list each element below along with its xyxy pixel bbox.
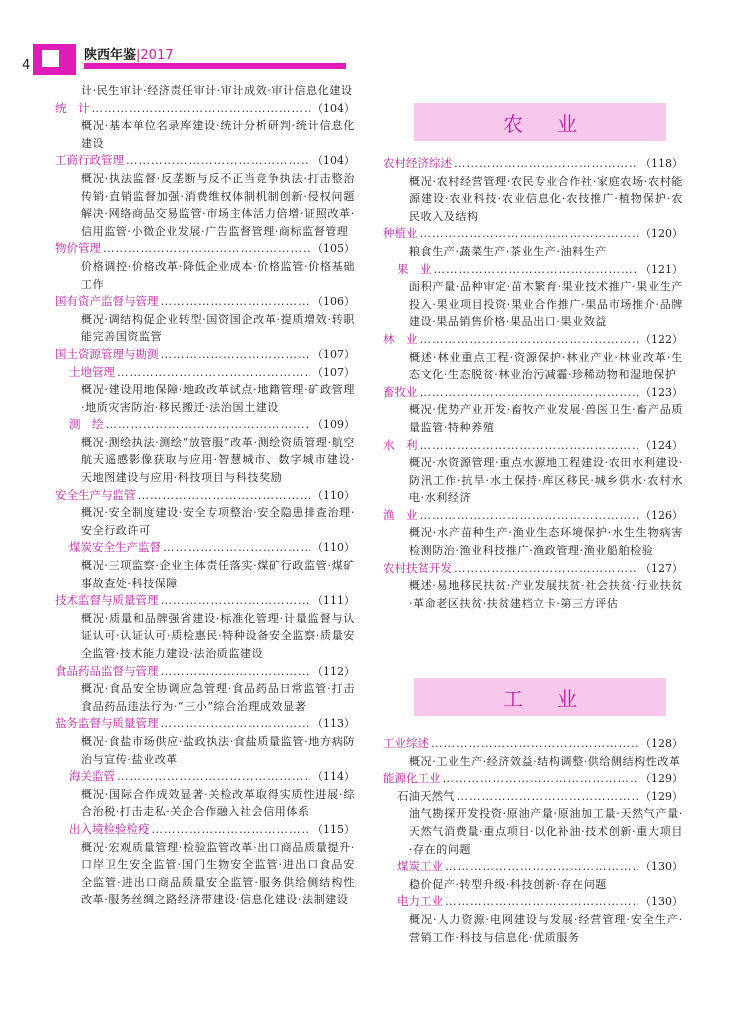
toc-heading[interactable] bbox=[55, 663, 355, 681]
toc-heading[interactable] bbox=[55, 592, 355, 610]
toc-page-number: （129） bbox=[640, 772, 683, 786]
toc-heading[interactable] bbox=[55, 768, 355, 786]
leader-dots bbox=[443, 770, 639, 788]
page-number: 4 bbox=[22, 58, 31, 73]
toc-entry-topics: 概况·三项监察·企业主体责任落实·煤矿行政监管·煤矿事故查处·科技保障 bbox=[81, 559, 355, 590]
toc-heading[interactable] bbox=[383, 507, 683, 525]
toc-entry bbox=[383, 261, 683, 331]
toc-heading-label: 煤炭安全生产监督 bbox=[69, 540, 161, 555]
toc-heading-label: 物价管理 bbox=[55, 241, 101, 256]
toc-heading[interactable] bbox=[55, 487, 355, 505]
leader-dots bbox=[420, 384, 639, 402]
toc-entry-topics: 计·民生审计·经济责任审计·审计成效·审计信息化建设 bbox=[81, 84, 353, 97]
leader-dots bbox=[126, 152, 310, 170]
toc-page-number: （120） bbox=[640, 227, 683, 241]
leader-dots bbox=[420, 225, 639, 243]
toc-heading-label: 水 利 bbox=[383, 437, 418, 452]
toc-heading-label: 土地管理 bbox=[69, 364, 115, 379]
leader-dots bbox=[161, 715, 311, 733]
toc-entry bbox=[55, 768, 355, 821]
header-book-title: 陕西年鉴 bbox=[84, 48, 137, 63]
leader-dots bbox=[457, 788, 639, 806]
leader-dots bbox=[161, 592, 311, 610]
toc-entry-topics: 概况·优势产业开发·畜牧产业发展·兽医卫生·畜产品质量监管·特种养殖 bbox=[409, 403, 683, 434]
toc-entry bbox=[383, 331, 683, 384]
toc-heading-label: 煤炭工业 bbox=[397, 859, 443, 874]
toc-entry-topics: 概况·质量和品牌强省建设·标准化管理·计量监督与认证认可·认证认可·质检惠民·特种设备安全监察·质量安全监管·技术能力建设·法治质监建设 bbox=[81, 611, 355, 660]
toc-page-number: （104） bbox=[312, 154, 355, 168]
toc-entry bbox=[383, 560, 683, 613]
toc-entry-topics: 概况·人力资源·电网建设与发展·经营管理·安全生产·营销工作·科技与信息化·优质服务 bbox=[409, 912, 683, 944]
toc-heading[interactable] bbox=[55, 240, 355, 258]
toc-entry-topics: 概况·建设用地保障·地政改革试点·地籍管理·矿政管理·地质灾害防治·移民搬迁·法治国土建设 bbox=[81, 383, 355, 414]
leader-dots bbox=[138, 487, 311, 505]
toc-page-number: （130） bbox=[640, 860, 683, 874]
toc-entry bbox=[383, 384, 683, 437]
toc-heading-label: 测 绘 bbox=[69, 417, 104, 432]
toc-heading-label: 安全生产与监管 bbox=[55, 487, 136, 502]
leader-dots bbox=[152, 821, 311, 839]
toc-entry bbox=[55, 152, 355, 240]
toc-page-number: （129） bbox=[640, 789, 683, 803]
toc-heading-label: 电力工业 bbox=[397, 894, 443, 909]
toc-page-number: （112） bbox=[312, 664, 355, 678]
header-year-value: 2017 bbox=[140, 48, 174, 63]
leader-dots bbox=[434, 261, 639, 279]
toc-heading-label: 种植业 bbox=[383, 226, 418, 241]
leader-dots bbox=[454, 155, 638, 173]
toc-page-number: （123） bbox=[640, 385, 683, 399]
toc-heading-label: 盐务监督与质量管理 bbox=[55, 716, 159, 731]
leader-dots bbox=[420, 331, 639, 349]
toc-entry bbox=[383, 893, 683, 946]
toc-heading[interactable] bbox=[383, 788, 683, 806]
toc-heading-label: 石油天然气 bbox=[397, 788, 455, 803]
toc-page-number: （126） bbox=[640, 508, 683, 522]
toc-entry-topics: 面积产量·品种审定·苗木繁育·果业技术推广·果业生产投入·果业项目投资·果业合作推广·果品市场推介·品牌建设·果品销售价格·果品出口·果业效益 bbox=[409, 280, 683, 329]
leader-dots bbox=[163, 539, 310, 557]
leader-dots bbox=[117, 768, 310, 786]
toc-page-number: （111） bbox=[312, 594, 355, 608]
toc-heading-label: 国有资产监督与管理 bbox=[55, 294, 159, 309]
toc-heading-label: 食品药品监督与管理 bbox=[55, 663, 159, 678]
header-year: |2017 bbox=[136, 48, 174, 63]
toc-entry bbox=[55, 240, 355, 293]
toc-entry bbox=[55, 346, 355, 364]
toc-entry-topics: 概况·国际合作成效显著·关检改革取得实质性进展·综合治税·打击走私·关企合作融入社会信用体系 bbox=[81, 787, 355, 819]
header-logo-box bbox=[33, 44, 76, 75]
toc-entry-topics: 概况·食盐市场供应·盐政执法·食盐质量监管·地方病防治与宣传·盐业改革 bbox=[81, 734, 355, 766]
toc-heading-label: 农村经济综述 bbox=[383, 156, 452, 170]
toc-entry bbox=[55, 487, 355, 540]
toc-entry bbox=[55, 821, 355, 909]
leader-dots bbox=[431, 735, 638, 753]
toc-entry-topics: 概述·易地移民扶贫·产业发展扶贫·社会扶贫·行业扶贫·革命老区扶贫·扶贫建档立卡·第三方评估 bbox=[409, 579, 683, 610]
header-title bbox=[84, 44, 174, 63]
toc-heading[interactable] bbox=[55, 293, 355, 311]
leader-dots bbox=[445, 893, 638, 911]
toc-entry bbox=[383, 225, 683, 260]
toc-heading-label: 渔 业 bbox=[383, 507, 418, 522]
agriculture-column bbox=[383, 155, 683, 612]
section-title-industry bbox=[414, 678, 666, 716]
leader-dots bbox=[420, 437, 639, 455]
toc-page-number: （124） bbox=[640, 438, 683, 452]
toc-entry bbox=[55, 715, 355, 768]
toc-entry bbox=[383, 507, 683, 560]
toc-page-number: （106） bbox=[312, 295, 355, 309]
leader-dots bbox=[161, 346, 311, 364]
toc-heading-label: 林 业 bbox=[383, 331, 418, 346]
leader-dots bbox=[161, 663, 311, 681]
toc-entry bbox=[55, 82, 355, 100]
toc-page-number: （110） bbox=[312, 541, 355, 555]
toc-heading[interactable] bbox=[55, 152, 355, 170]
toc-entry-topics: 价格调控·价格改革·降低企业成本·价格监管·价格基础工作 bbox=[81, 259, 355, 291]
toc-page-number: （105） bbox=[312, 242, 355, 256]
toc-heading[interactable] bbox=[383, 560, 683, 578]
toc-heading[interactable] bbox=[55, 821, 355, 839]
leader-dots bbox=[420, 507, 639, 525]
toc-entry bbox=[55, 293, 355, 346]
leader-dots bbox=[445, 858, 638, 876]
toc-page-number: （118） bbox=[640, 157, 683, 170]
toc-heading-label: 统 计 bbox=[55, 100, 90, 115]
toc-entry-topics: 稳价促产·转型升级·科技创新·存在问题 bbox=[409, 877, 607, 891]
toc-heading[interactable] bbox=[383, 735, 683, 753]
section-industry-label: 工业 bbox=[503, 686, 611, 711]
toc-page-number: （127） bbox=[640, 561, 683, 575]
toc-heading-label: 果 业 bbox=[397, 261, 432, 276]
leader-dots bbox=[117, 364, 310, 382]
toc-entry-topics: 粮食生产·蔬菜生产·茶业生产·油料生产 bbox=[409, 244, 607, 258]
toc-heading-label: 能源化工业 bbox=[383, 771, 441, 786]
toc-page-number: （115） bbox=[312, 822, 355, 836]
toc-entry bbox=[383, 788, 683, 858]
toc-entry bbox=[55, 100, 355, 153]
header-bar bbox=[84, 63, 346, 69]
toc-entry bbox=[383, 155, 683, 225]
industry-column bbox=[383, 735, 683, 946]
toc-heading-label: 畜牧业 bbox=[383, 384, 418, 399]
toc-heading[interactable] bbox=[55, 539, 355, 557]
toc-entry bbox=[55, 539, 355, 592]
toc-entry-topics: 概况·安全制度建设·安全专项整治·安全隐患排查治理·安全行政许可 bbox=[81, 506, 355, 537]
toc-page-number: （122） bbox=[640, 332, 683, 346]
leader-dots bbox=[161, 293, 311, 311]
toc-entry bbox=[55, 663, 355, 716]
toc-heading[interactable] bbox=[55, 364, 355, 382]
toc-entry-topics: 概况·水产苗种生产·渔业生态环境保护·水生生物病害检测防治·渔业科技推广·渔政管理·渔业船舶检验 bbox=[409, 526, 683, 558]
toc-heading[interactable] bbox=[383, 261, 683, 279]
toc-page-number: （109） bbox=[312, 418, 355, 432]
toc-page-number: （130） bbox=[640, 895, 683, 909]
toc-page-number: （104） bbox=[312, 101, 355, 115]
leader-dots bbox=[106, 416, 311, 434]
toc-page-number: （107） bbox=[312, 365, 355, 379]
toc-page-number: （114） bbox=[312, 770, 355, 784]
toc-page-number: （121） bbox=[640, 262, 683, 276]
toc-entry-topics: 概况·食品安全协调应急管理·食品药品日常监管·打击食品药品违法行为·“三小”综合治理成效显著 bbox=[81, 682, 355, 713]
section-title-agriculture bbox=[414, 103, 666, 141]
toc-entry-topics: 概况·执法监督·反垄断与反不正当竞争执法·打击整治传销·直销监督加强·消费维权体制机制创新·侵权问题解决·网络商品交易监管·市场主体活力倍增·证照改革·信用监管·小微企业发展·广告监督管理·商标监督管理 bbox=[81, 171, 355, 238]
toc-entry-topics: 概况·农村经营管理·农民专业合作社·家庭农场·农村能源建设·农业科技·农业信息化·农技推广·植物保护·农民收入及结构 bbox=[409, 174, 683, 223]
toc-entry bbox=[55, 416, 355, 486]
toc-heading[interactable] bbox=[383, 155, 683, 173]
toc-heading[interactable] bbox=[55, 346, 355, 364]
toc-heading[interactable] bbox=[383, 770, 683, 788]
toc-heading[interactable] bbox=[383, 893, 683, 911]
section-agriculture-label: 农业 bbox=[503, 111, 611, 136]
toc-entry bbox=[383, 858, 683, 893]
toc-entry bbox=[55, 364, 355, 417]
toc-heading-label: 海关监管 bbox=[69, 769, 115, 784]
toc-heading-label: 农村扶贫开发 bbox=[383, 560, 452, 575]
toc-heading-label: 出入境检验检疫 bbox=[69, 821, 150, 836]
toc-page-number: （128） bbox=[640, 737, 683, 750]
toc-entry bbox=[383, 735, 683, 770]
toc-entry bbox=[383, 437, 683, 507]
toc-heading-label: 国土资源管理与勘测 bbox=[55, 346, 159, 361]
leader-dots bbox=[103, 240, 310, 258]
toc-heading[interactable] bbox=[383, 225, 683, 243]
toc-entry-topics: 概述·林业重点工程·资源保护·林业产业·林业改革·生态文化·生态脱贫·林业治污减霾·珍稀动物和湿地保护 bbox=[409, 350, 683, 382]
toc-heading[interactable] bbox=[383, 858, 683, 876]
toc-entry-topics: 概况·测绘执法·测绘“放管服”改革·测绘资质管理·航空航天遥感影像获取与应用·智慧城市、数字城市建设·天地图建设与应用·科技项目与科技奖励 bbox=[81, 435, 355, 485]
leader-dots bbox=[92, 100, 311, 118]
toc-heading[interactable] bbox=[55, 715, 355, 733]
left-column bbox=[55, 82, 355, 909]
toc-entry-topics: 概况·调结构促企业转型·国资国企改革·提质增效·转职能完善国资监管 bbox=[81, 312, 355, 344]
toc-entry-topics: 概况·基本单位名录库建设·统计分析研判·统计信息化建设 bbox=[81, 119, 355, 150]
toc-entry-topics: 概况·工业生产·经济效益·结构调整·供给侧结构性改革 bbox=[409, 754, 681, 768]
toc-heading-label: 工商行政管理 bbox=[55, 153, 124, 168]
toc-heading-label: 技术监督与质量管理 bbox=[55, 593, 159, 608]
toc-page-number: （107） bbox=[312, 347, 355, 361]
toc-entry bbox=[383, 770, 683, 788]
toc-heading[interactable] bbox=[383, 331, 683, 349]
leader-dots bbox=[454, 560, 638, 578]
toc-heading[interactable] bbox=[55, 416, 355, 434]
toc-heading[interactable] bbox=[383, 437, 683, 455]
toc-heading[interactable] bbox=[383, 384, 683, 402]
toc-page-number: （113） bbox=[312, 717, 355, 731]
toc-entry-topics: 概况·水资源管理·重点水源地工程建设·农田水利建设·防汛工作·抗旱·水土保持·库区移民·城乡供水·农村水电·水利经济 bbox=[409, 456, 683, 505]
toc-entry-topics: 油气勘探开发投资·原油产量·原油加工量·天然气产量·天然气消费量·重点项目·以化补油·技术创新·重大项目·存在的问题 bbox=[409, 807, 683, 856]
toc-entry bbox=[55, 592, 355, 662]
toc-heading-label: 工业综述 bbox=[383, 736, 429, 750]
toc-page-number: （110） bbox=[312, 488, 355, 502]
toc-entry-topics: 概况·宏观质量管理·检验监管改革·出口商品质量提升·口岸卫生安全监管·国门生物安全监管·进出口食品安全监管·进出口商品质量安全监管·服务供给侧结构性改革·服务丝绸之路经济带建设·信息化建设·法制建设 bbox=[81, 840, 355, 907]
toc-heading[interactable] bbox=[55, 100, 355, 118]
